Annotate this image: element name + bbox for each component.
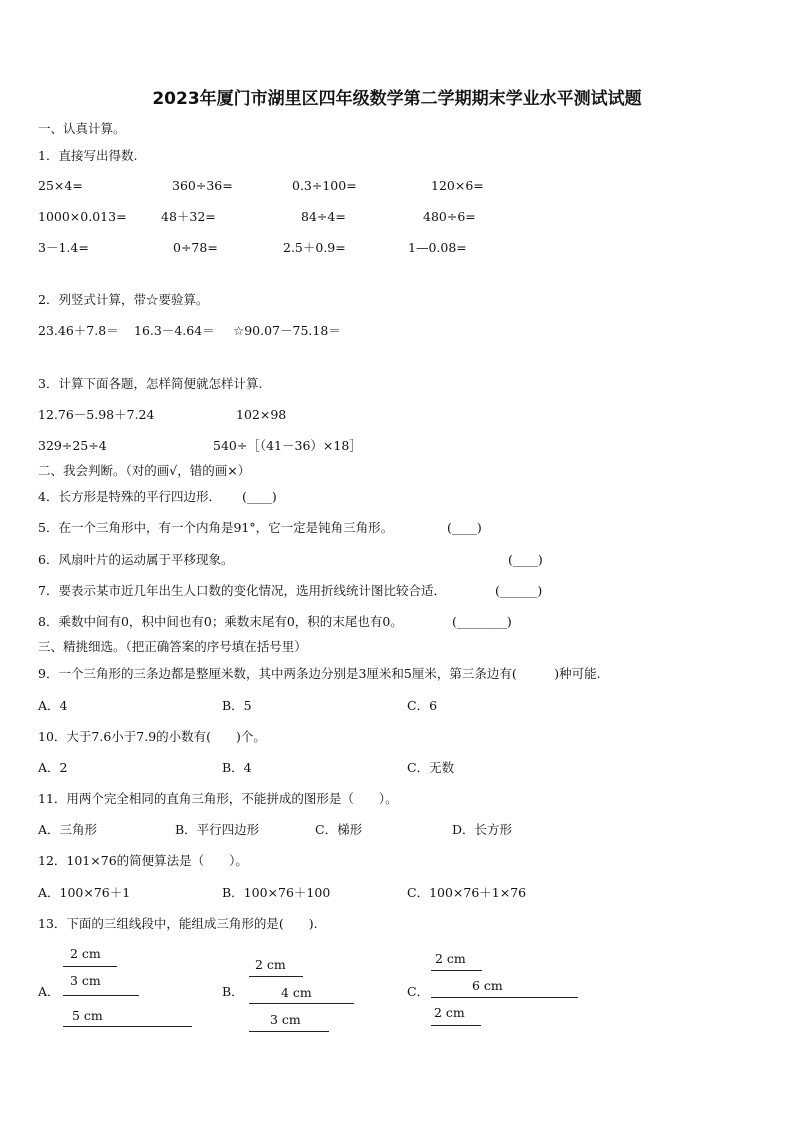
line-segment [63,995,139,996]
calc-item: 2.5＋0.9= [283,240,346,255]
calc-item: 1—0.08= [408,240,467,255]
choice-question-12: 12．101×76的简便算法是（ ）。 [38,853,248,868]
option-b[interactable]: B．平行四边形 [175,822,260,837]
page-title: 2023年厦门市湖里区四年级数学第二学期期末学业水平测试试题 [152,89,642,109]
calc-item: 1000×0.013= [38,209,127,224]
option-a[interactable]: A．2 [38,760,68,775]
segment-label: 3 cm [270,1012,301,1027]
answer-bracket[interactable]: (____) [447,520,482,535]
line-segment [249,1003,354,1004]
line-segment [431,997,578,998]
line-segment [431,1025,481,1026]
choice-question-9: 9．一个三角形的三条边都是整厘米数，其中两条边分别是3厘米和5厘米，第三条边有( )种可能. [38,666,601,681]
segment-label: 2 cm [434,1005,465,1020]
line-segment [431,970,482,971]
vertical-calc-item: 23.46＋7.8＝ [38,323,119,338]
calc-item: 84÷4= [301,209,346,224]
judge-question-6: 6．风扇叶片的运动属于平移现象。 [38,552,234,567]
calc-item: 0.3÷100= [292,178,357,193]
answer-bracket[interactable]: (____) [508,552,543,567]
choice-question-11: 11．用两个完全相同的直角三角形，不能拼成的图形是（ ）。 [38,791,398,806]
segment-label: 3 cm [70,973,101,988]
section-heading-3: 三、精挑细选。（把正确答案的序号填在括号里） [38,639,307,654]
calc-item: 480÷6= [423,209,476,224]
option-c[interactable]: C．梯形 [315,822,363,837]
question-3: 3．计算下面各题，怎样简便就怎样计算. [38,376,263,391]
segment-label: 4 cm [281,985,312,1000]
line-segment [249,1031,329,1032]
calc-item: 0÷78= [173,240,218,255]
simplify-item: 12.76－5.98＋7.24 [38,407,155,422]
segment-label: 2 cm [435,951,466,966]
option-c[interactable]: C． [407,984,430,999]
simplify-item: 540÷［（41－36）×18］ [213,438,362,453]
answer-bracket[interactable]: (______) [495,583,543,598]
choice-question-10: 10．大于7.6小于7.9的小数有( )个。 [38,729,266,744]
line-segment [63,1026,192,1027]
option-b[interactable]: B．4 [222,760,252,775]
segment-label: 2 cm [70,946,101,961]
choice-question-13: 13．下面的三组线段中，能组成三角形的是( ). [38,916,318,931]
calc-item: 48＋32= [161,209,216,224]
option-a[interactable]: A．4 [38,698,68,713]
option-b[interactable]: B． [222,984,244,999]
judge-question-5: 5．在一个三角形中，有一个内角是91°，它一定是钝角三角形。 [38,520,394,535]
answer-bracket[interactable]: (________) [452,614,512,629]
simplify-item: 102×98 [236,407,287,422]
option-a[interactable]: A． [38,984,60,999]
calc-item: 25×4= [38,178,83,193]
vertical-calc-item: ☆90.07－75.18＝ [233,323,341,338]
calc-item: 3－1.4= [38,240,89,255]
answer-bracket[interactable]: (____) [242,489,277,504]
judge-question-4: 4．长方形是特殊的平行四边形． [38,489,221,504]
option-c[interactable]: C．100×76＋1×76 [407,885,527,900]
line-segment [249,976,303,977]
option-a[interactable]: A．100×76＋1 [38,885,131,900]
segment-label: 5 cm [72,1008,103,1023]
option-b[interactable]: B．100×76＋100 [222,885,331,900]
section-heading-1: 一、认真计算。 [38,121,126,136]
section-heading-2: 二、我会判断。（对的画√，错的画×） [38,463,251,478]
option-c[interactable]: C．6 [407,698,438,713]
judge-question-7: 7．要表示某市近几年出生人口数的变化情况，选用折线统计图比较合适． [38,583,446,598]
line-segment [63,966,117,967]
option-b[interactable]: B．5 [222,698,252,713]
question-2: 2．列竖式计算，带☆要验算。 [38,292,209,307]
segment-label: 6 cm [472,978,503,993]
simplify-item: 329÷25÷4 [38,438,107,453]
judge-question-8: 8．乘数中间有0，积中间也有0；乘数末尾有0，积的末尾也有0。 [38,614,403,629]
question-1: 1．直接写出得数. [38,148,138,163]
option-a[interactable]: A．三角形 [38,822,98,837]
option-c[interactable]: C．无数 [407,760,455,775]
calc-item: 120×6= [431,178,484,193]
vertical-calc-item: 16.3－4.64＝ [134,323,215,338]
option-d[interactable]: D．长方形 [452,822,513,837]
segment-label: 2 cm [255,957,286,972]
calc-item: 360÷36= [172,178,233,193]
